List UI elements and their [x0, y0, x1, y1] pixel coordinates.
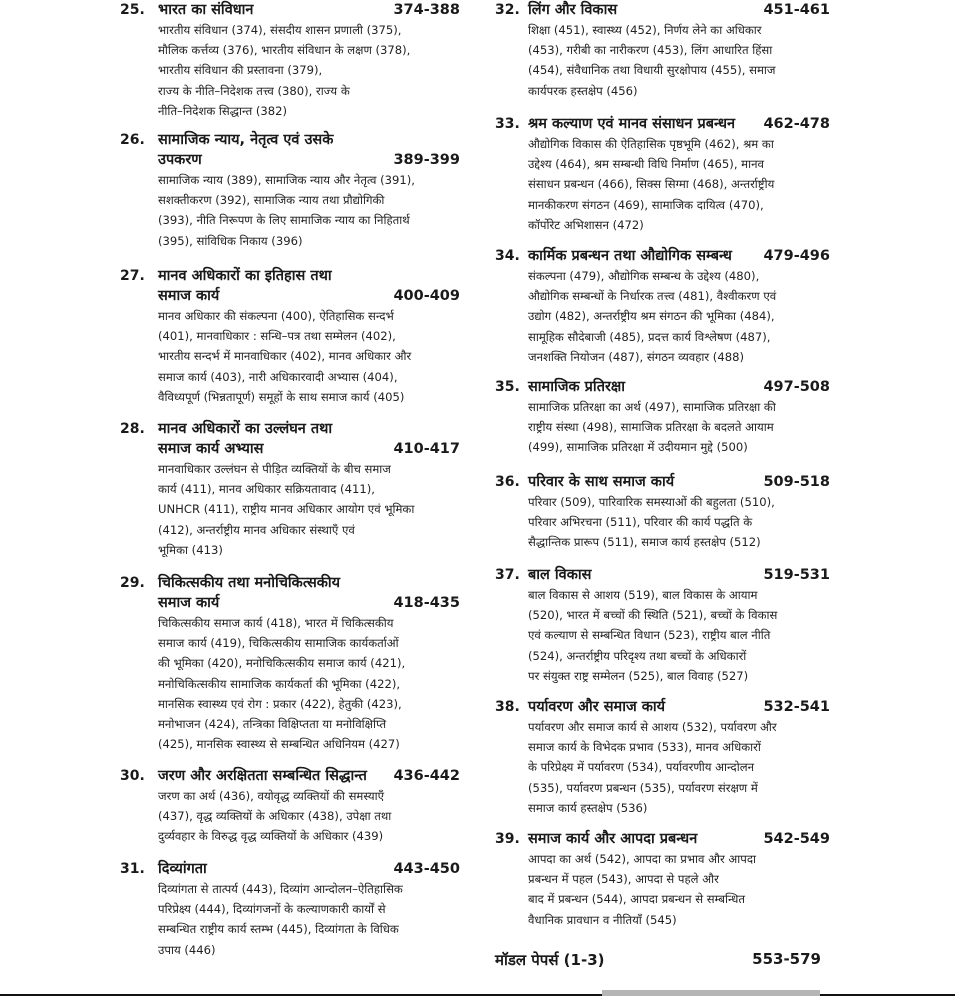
topic-line: (535), पर्यावरण प्रबन्धन (535), पर्यावरण संरक्षण में: [528, 780, 758, 795]
chapter-title-text: समाज कार्य और आपदा प्रबन्धन: [528, 831, 698, 847]
chapter-pages: 443-450: [393, 861, 460, 877]
chapter-pages: 374-388: [393, 2, 460, 18]
chapter-title-line: [528, 697, 830, 717]
topic-line: मानसिक स्वास्थ्य एवं रोग : प्रकार (422), हेतुकी (423),: [158, 696, 402, 711]
topic-line: जनशक्ति नियोजन (487), संगठन व्यवहार (488): [528, 349, 744, 364]
chapter-title-line: [528, 565, 830, 585]
chapter-title-line: [158, 419, 460, 439]
chapter-title-text: समाज कार्य: [158, 288, 220, 304]
chapter-title-text: चिकित्सकीय तथा मनोचिकित्सकीय: [158, 575, 341, 591]
chapter-title-line: [158, 766, 460, 786]
chapter-title-text: मानव अधिकारों का इतिहास तथा: [158, 268, 332, 284]
topic-line: के परिप्रेक्ष्य में पर्यावरण (534), पर्यावरणीय आन्दोलन: [528, 760, 754, 775]
chapter-title: [158, 859, 460, 879]
topic-line: दिव्यांगता से तात्पर्य (443), दिव्यांग आन्दोलन–ऐतिहासिक: [158, 882, 403, 896]
chapter-topics: [158, 613, 460, 754]
chapter-pages: 532-541: [763, 699, 830, 715]
topic-line: वैधानिक प्रावधान व नीतियाँ (545): [528, 912, 677, 927]
topic-line: भारतीय संविधान की प्रस्तावना (379),: [158, 63, 323, 78]
topic-line: मौलिक कर्त्तव्य (376), भारतीय संविधान के लक्षण (378),: [158, 43, 411, 58]
chapter-number: 33.: [495, 116, 520, 132]
chapter-number: 29.: [120, 575, 145, 591]
chapter-pages: 436-442: [393, 768, 460, 784]
chapter-title-text: मानव अधिकारों का उल्लंघन तथा: [158, 421, 333, 437]
topic-line: राष्ट्रीय संस्था (498), सामाजिक प्रतिरक्षा के बदलते आयाम: [528, 420, 774, 435]
topic-line: समाज कार्य हस्तक्षेप (536): [528, 800, 648, 815]
chapter-title-text: सामाजिक प्रतिरक्षा: [528, 379, 626, 395]
topic-line: वैविध्यपूर्ण (भिन्नतापूर्ण) समूहों के साथ समाज कार्य (405): [158, 389, 405, 404]
bottom-bar: [602, 990, 820, 996]
topic-line: बाद में प्रबन्धन (544), आपदा प्रबन्धन से सम्बन्धित: [528, 892, 745, 907]
chapter-title-line: [528, 114, 830, 134]
topic-line: आपदा का अर्थ (542), आपदा का प्रभाव और आपदा: [528, 852, 757, 866]
topic-line: नीति–निदेशक सिद्धान्त (382): [158, 103, 288, 118]
chapter-topics: [528, 717, 830, 818]
toc-chapter: [495, 114, 830, 235]
chapter-title-text: श्रम कल्याण एवं मानव संसाधन प्रबन्धन: [528, 116, 736, 132]
chapter-pages: 389-399: [393, 152, 460, 168]
chapter-number: 36.: [495, 474, 520, 490]
topic-line: (401), मानवाधिकार : सन्धि–पत्र तथा सम्मेलन (402),: [158, 329, 396, 344]
toc-chapter: [120, 130, 460, 251]
model-papers-pages: 553-579: [752, 950, 821, 968]
toc-chapter: [120, 766, 460, 847]
chapter-topics: [158, 306, 460, 407]
toc-chapter: [495, 246, 830, 367]
topic-line: जरण का अर्थ (436), वयोवृद्ध व्यक्तियों की समस्याएँ: [158, 789, 385, 803]
toc-chapter: [120, 266, 460, 407]
topic-line: सम्बन्धित राष्ट्रीय कार्य स्तम्भ (445), दिव्यांगता के विधिक: [158, 922, 399, 937]
chapter-title-line: [158, 0, 460, 20]
chapter-pages: 519-531: [763, 567, 830, 583]
topic-line: दुर्व्यवहार के विरुद्ध वृद्ध व्यक्तियों के अधिकार (439): [158, 829, 384, 844]
topic-line: चिकित्सकीय समाज कार्य (418), भारत में चिकित्सकीय: [158, 616, 394, 630]
topic-line: सामूहिक सौदेबाजी (485), प्रदत्त कार्य विश्लेषण (487),: [528, 329, 771, 344]
topic-line: (395), सांविधिक निकाय (396): [158, 233, 303, 248]
topic-line: UNHCR (411), राष्ट्रीय मानव अधिकार आयोग एवं भूमिका: [158, 502, 415, 517]
topic-line: प्रबन्धन में पहल (543), आपदा से पहले और: [528, 872, 719, 887]
topic-line: कॉर्पोरेट अभिशासन (472): [528, 217, 644, 232]
toc-chapter: [120, 859, 460, 960]
chapter-title: [158, 766, 460, 786]
chapter-title: [528, 472, 830, 492]
topic-line: परिवार (509), पारिवारिक समस्याओं की बहुलता (510),: [528, 495, 775, 509]
chapter-topics: [158, 786, 460, 847]
topic-line: समाज कार्य (403), नारी अधिकारवादी अभ्यास (404),: [158, 369, 398, 384]
topic-line: मानवाधिकार उल्लंघन से पीड़ित व्यक्तियों के बीच समाज: [158, 462, 391, 476]
chapter-title-text: बाल विकास: [528, 567, 592, 583]
toc-chapter: [495, 565, 830, 686]
chapter-topics: [158, 459, 460, 560]
chapter-title: [528, 697, 830, 717]
model-papers-label: मॉडल पेपर्स (1-3): [495, 951, 605, 969]
chapter-title-line: [158, 573, 460, 593]
topic-line: उद्योग (482), अन्तर्राष्ट्रीय श्रम संगठन की भूमिका (484),: [528, 309, 775, 324]
topic-line: मानकीकरण संगठन (469), सामाजिक दायित्व (470),: [528, 197, 764, 212]
chapter-pages: 418-435: [393, 595, 460, 611]
chapter-title-line: [528, 829, 830, 849]
topic-line: पर्यावरण और समाज कार्य से आशय (532), पर्यावरण और: [528, 720, 777, 734]
topic-line: (425), मानसिक स्वास्थ्य से सम्बन्धित अधिनियम (427): [158, 737, 400, 752]
chapter-pages: 497-508: [763, 379, 830, 395]
topic-line: (524), अन्तर्राष्ट्रीय परिदृश्य तथा बच्चों के अधिकारों: [528, 648, 747, 663]
topic-line: कार्य (411), मानव अधिकार सक्रियतावाद (411),: [158, 482, 375, 497]
chapter-number: 25.: [120, 2, 145, 18]
chapter-title-line: [158, 593, 460, 613]
chapter-topics: [528, 266, 830, 367]
topic-line: (499), सामाजिक प्रतिरक्षा में उदीयमान मुद्दे (500): [528, 440, 748, 455]
chapter-title: [528, 114, 830, 134]
topic-line: संसाधन प्रबन्धन (466), सिक्स सिग्मा (468), अन्तर्राष्ट्रीय: [528, 177, 775, 192]
chapter-title-line: [158, 150, 460, 170]
toc-chapter: [495, 829, 830, 930]
topic-line: औद्योगिक विकास की ऐतिहासिक पृष्ठभूमि (462), श्रम का: [528, 137, 774, 151]
toc-chapter: [120, 573, 460, 754]
topic-line: कार्यपरक हस्तक्षेप (456): [528, 83, 638, 98]
toc-chapter: [120, 0, 460, 121]
chapter-number: 27.: [120, 268, 145, 284]
toc-chapter: [495, 377, 830, 458]
chapter-pages: 462-478: [763, 116, 830, 132]
chapter-title-text: उपकरण: [158, 152, 202, 168]
chapter-title: [528, 829, 830, 849]
chapter-title: [158, 419, 460, 459]
toc-chapter: [495, 697, 830, 818]
topic-line: परिप्रेक्ष्य (444), दिव्यांगजनों के कल्याणकारी कार्यों से: [158, 902, 386, 917]
chapter-topics: [528, 849, 830, 930]
chapter-pages: 451-461: [763, 2, 830, 18]
topic-line: की भूमिका (420), मनोचिकित्सकीय समाज कार्य (421),: [158, 656, 406, 671]
chapter-pages: 410-417: [393, 441, 460, 457]
toc-chapter: [495, 472, 830, 553]
topic-line: (454), संवैधानिक तथा विधायी सुरक्षोपाय (455), समाज: [528, 63, 776, 78]
chapter-topics: [528, 585, 830, 686]
chapter-title-line: [158, 439, 460, 459]
topic-line: सैद्धान्तिक प्रारूप (511), समाज कार्य हस्तक्षेप (512): [528, 535, 761, 550]
chapter-title: [158, 0, 460, 20]
chapter-title: [528, 246, 830, 266]
chapter-title-text: जरण और अरक्षितता सम्बन्धित सिद्धान्त: [158, 768, 367, 784]
chapter-number: 32.: [495, 2, 520, 18]
chapter-title-line: [158, 859, 460, 879]
topic-line: मनोचिकित्सकीय सामाजिक कार्यकर्ता की भूमिका (422),: [158, 676, 401, 691]
chapter-title: [528, 565, 830, 585]
chapter-title-text: समाज कार्य अभ्यास: [158, 441, 264, 457]
chapter-title-text: लिंग और विकास: [528, 2, 618, 18]
chapter-pages: 479-496: [763, 248, 830, 264]
chapter-title-text: समाज कार्य: [158, 595, 220, 611]
topic-line: शिक्षा (451), स्वास्थ्य (452), निर्णय लेने का अधिकार: [528, 23, 762, 37]
topic-line: सामाजिक न्याय (389), सामाजिक न्याय और नेतृत्व (391),: [158, 173, 415, 187]
topic-line: (520), भारत में बच्चों की स्थिति (521), बच्चों के विकास: [528, 608, 778, 623]
chapter-pages: 542-549: [763, 831, 830, 847]
chapter-number: 35.: [495, 379, 520, 395]
topic-line: (453), गरीबी का नारीकरण (453), लिंग आधारित हिंसा: [528, 43, 773, 58]
chapter-number: 28.: [120, 421, 145, 437]
toc-chapter: [120, 419, 460, 560]
topic-line: मानव अधिकार की संकल्पना (400), ऐतिहासिक सन्दर्भ: [158, 309, 394, 323]
topic-line: उद्देश्य (464), श्रम सम्बन्धी विधि निर्माण (465), मानव: [528, 157, 765, 172]
chapter-topics: [528, 20, 830, 101]
topic-line: (412), अन्तर्राष्ट्रीय मानव अधिकार संस्थाएँ एवं: [158, 522, 355, 537]
chapter-title-text: पर्यावरण और समाज कार्य: [528, 699, 666, 715]
chapter-title-line: [528, 377, 830, 397]
topic-line: सशक्तीकरण (392), सामाजिक न्याय तथा प्रौद्योगिकी: [158, 193, 385, 208]
topic-line: बाल विकास से आशय (519), बाल विकास के आयाम: [528, 588, 758, 602]
topic-line: एवं कल्याण से सम्बन्धित विधान (523), राष्ट्रीय बाल नीति: [528, 628, 771, 643]
chapter-topics: [158, 20, 460, 121]
chapter-title-text: दिव्यांगता: [158, 861, 207, 877]
chapter-topics: [528, 134, 830, 235]
topic-line: समाज कार्य (419), चिकित्सकीय सामाजिक कार्यकर्ताओं: [158, 636, 399, 651]
chapter-title-text: परिवार के साथ समाज कार्य: [528, 474, 675, 490]
chapter-topics: [528, 397, 830, 458]
model-papers-entry: [495, 950, 821, 970]
topic-line: भारतीय सन्दर्भ में मानवाधिकार (402), मानव अधिकार और: [158, 349, 412, 364]
chapter-topics: [158, 879, 460, 960]
chapter-number: 34.: [495, 248, 520, 264]
chapter-title: [158, 130, 460, 170]
chapter-title-line: [158, 130, 460, 150]
chapter-title: [158, 573, 460, 613]
chapter-title-line: [528, 472, 830, 492]
chapter-number: 26.: [120, 132, 145, 148]
topic-line: पर संयुक्त राष्ट्र सम्मेलन (525), बाल विवाह (527): [528, 668, 749, 683]
topic-line: राज्य के नीति–निदेशक तत्त्व (380), राज्य के: [158, 83, 350, 98]
toc-chapter: [495, 0, 830, 101]
chapter-pages: 509-518: [763, 474, 830, 490]
chapter-title: [528, 0, 830, 20]
chapter-title-text: कार्मिक प्रबन्धन तथा औद्योगिक सम्बन्ध: [528, 248, 732, 264]
topic-line: समाज कार्य के विभेदक प्रभाव (533), मानव अधिकारों: [528, 740, 761, 755]
topic-line: उपाय (446): [158, 942, 216, 957]
topic-line: मनोभाजन (424), तन्त्रिका विक्षिप्तता या मनोविक्षिप्ति: [158, 717, 387, 732]
chapter-title: [158, 266, 460, 306]
chapter-number: 38.: [495, 699, 520, 715]
chapter-number: 30.: [120, 768, 145, 784]
chapter-topics: [528, 492, 830, 553]
chapter-title-line: [528, 0, 830, 20]
chapter-title: [528, 377, 830, 397]
chapter-title-text: भारत का संविधान: [158, 2, 254, 18]
topic-line: परिवार अभिरचना (511), परिवार की कार्य पद्धति के: [528, 515, 753, 530]
chapter-number: 31.: [120, 861, 145, 877]
topic-line: औद्योगिक सम्बन्धों के निर्धारक तत्त्व (481), वैश्वीकरण एवं: [528, 289, 777, 304]
topic-line: भूमिका (413): [158, 542, 223, 557]
topic-line: भारतीय संविधान (374), संसदीय शासन प्रणाली (375),: [158, 23, 402, 37]
topic-line: सामाजिक प्रतिरक्षा का अर्थ (497), सामाजिक प्रतिरक्षा की: [528, 400, 776, 414]
chapter-title-line: [158, 266, 460, 286]
chapter-title-line: [158, 286, 460, 306]
topic-line: (437), वृद्ध व्यक्तियों के अधिकार (438), उपेक्षा तथा: [158, 809, 392, 824]
topic-line: संकल्पना (479), औद्योगिक सम्बन्ध के उद्देश्य (480),: [528, 269, 760, 283]
chapter-pages: 400-409: [393, 288, 460, 304]
chapter-number: 39.: [495, 831, 520, 847]
chapter-title-line: [528, 246, 830, 266]
topic-line: (393), नीति निरूपण के लिए सामाजिक न्याय का निहितार्थ: [158, 213, 410, 228]
chapter-title-text: सामाजिक न्याय, नेतृत्व एवं उसके: [158, 132, 334, 148]
chapter-topics: [158, 170, 460, 251]
chapter-number: 37.: [495, 567, 520, 583]
